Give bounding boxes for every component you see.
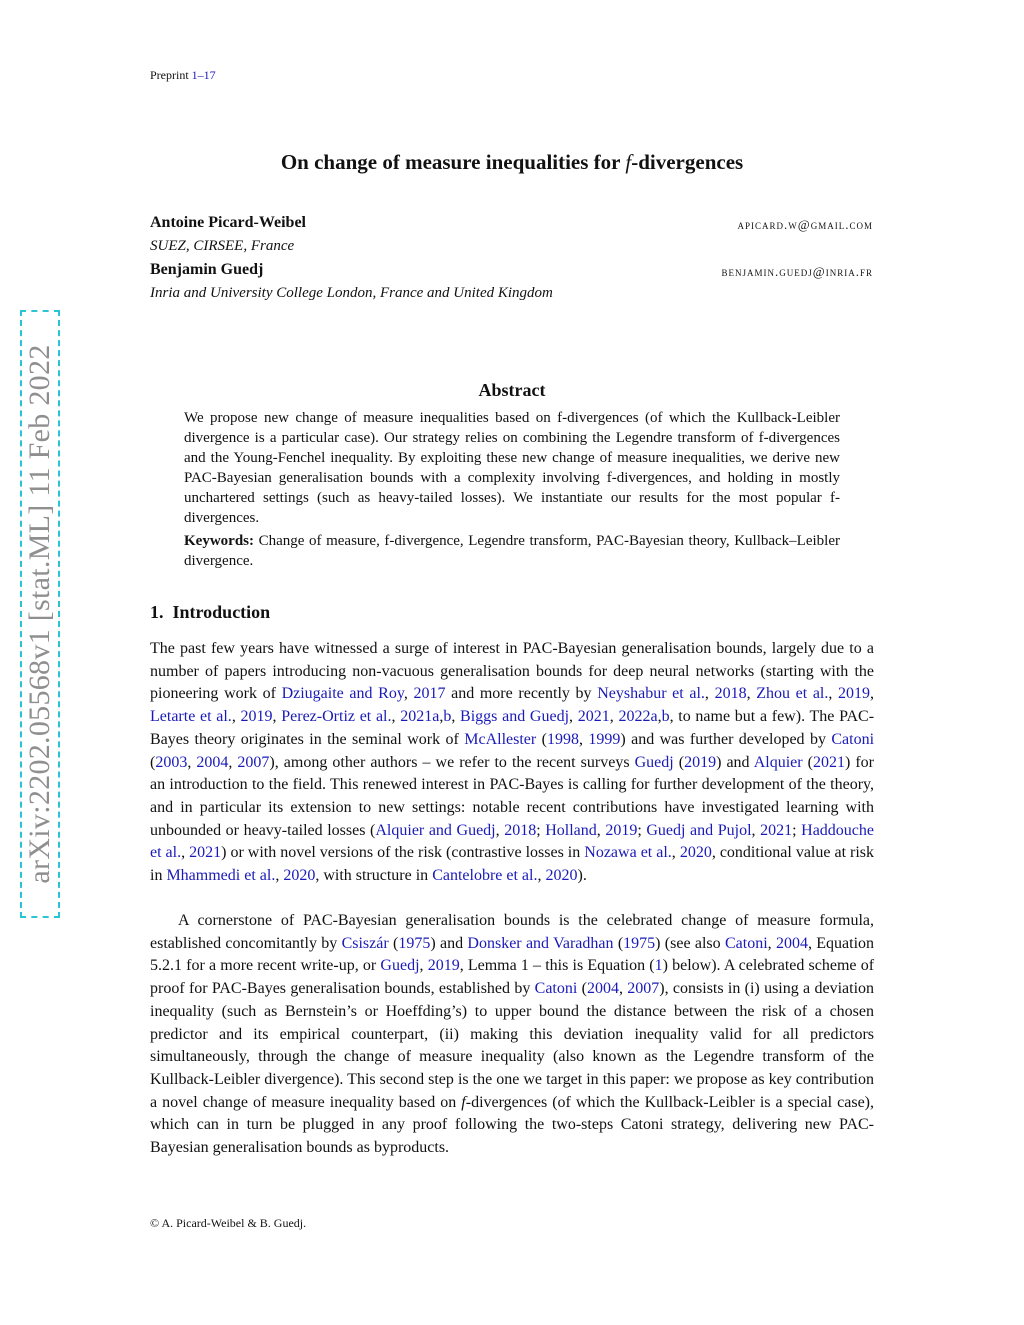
running-header (150, 68, 216, 83)
citation-link[interactable]: Guedj (634, 753, 674, 771)
citation-link[interactable]: 2019 (605, 821, 638, 839)
citation-link[interactable]: b (661, 708, 670, 726)
citation-link[interactable]: 2004 (775, 934, 808, 952)
citation-link[interactable]: 2021 (577, 708, 610, 726)
citation-link[interactable]: Dziugaite and Roy (281, 685, 404, 703)
citation-link[interactable]: 2019 (427, 957, 460, 975)
keywords (184, 531, 840, 571)
citation-link[interactable]: Nozawa et al. (584, 844, 672, 862)
intro-paragraph-2: A cornerstone of PAC-Bayesian generalisation bounds is the celebrated change of measure formula, established concomitantly by Csiszár (1975) and Donsker and Varadhan (1975) (see also Catoni, 2004, Equation 5.2.1 for a more recent write-up, or Guedj, 2019, Lemma 1 – this is Equation (1) below). A celebrated scheme of proof for PAC-Bayes generalisation bounds, established by Catoni (2004, 2007), consists in (i) using a deviation inequality (such as Bernstein’s or Hoeffding’s) to upper bound the distance between the risk of a chosen predictor and its empirical counterpart, (ii) making this deviation inequality valid for all predictors simultaneously, through the change of measure inequality (also known as the Legendre transform of the Kullback-Leibler divergence). This second step is the one we target in this paper: we propose as key contribution a novel change of measure inequality based on f-divergences (of which the Kullback-Leibler is a special case), which can in turn be plugged in any proof following the two-steps Catoni strategy, delivering new PAC-Bayesian generalisation bounds as byproducts. (150, 912, 875, 1157)
author-email-2[interactable]: benjamin.guedj@inria.fr (721, 264, 873, 279)
keywords-label: Keywords: (184, 533, 254, 549)
citation-link[interactable]: Alquier (753, 753, 803, 771)
copyright-footer: © A. Picard-Weibel & B. Guedj. (150, 1216, 307, 1230)
citation-link[interactable]: Donsker and Varadhan (467, 934, 614, 952)
citation-link[interactable]: 1975 (623, 934, 656, 952)
page-range-link[interactable]: 1–17 (191, 68, 216, 82)
citation-link[interactable]: 1998 (546, 730, 579, 748)
preprint-label: Preprint (150, 68, 189, 82)
citation-link[interactable]: 2004 (586, 980, 619, 998)
citation-link[interactable]: Perez-Ortiz et al. (281, 708, 392, 726)
citation-link[interactable]: Haddouche et al. (150, 821, 874, 862)
citation-link[interactable]: Holland (545, 821, 597, 839)
author-affiliation-2: Inria and University College London, France and United Kingdom (150, 285, 553, 301)
citation-link[interactable]: 2007 (237, 753, 270, 771)
arxiv-sidebar[interactable] (20, 310, 60, 918)
author-affiliation-1: SUEZ, CIRSEE, France (150, 238, 295, 254)
citation-link[interactable]: Guedj (380, 957, 420, 975)
citation-link[interactable]: Catoni (831, 730, 875, 748)
author-name-2: Benjamin Guedj (150, 261, 264, 278)
citation-link[interactable]: 1999 (588, 730, 621, 748)
paper-title: On change of measure inequalities for f-divergences (280, 150, 744, 174)
abstract-heading: Abstract (478, 380, 546, 400)
citation-link[interactable]: 2020 (679, 844, 712, 862)
citation-link[interactable]: 2021 (189, 844, 222, 862)
citation-link[interactable]: Letarte et al. (150, 708, 232, 726)
equation-link[interactable]: 1 (654, 957, 663, 975)
citation-link[interactable]: Catoni (534, 980, 578, 998)
citation-link[interactable]: 2007 (627, 980, 660, 998)
intro-paragraph-1: The past few years have witnessed a surge of interest in PAC-Bayesian generalisation bounds, largely due to a number of papers introducing non-vacuous generalisation bounds for deep neural networks (starting with the pioneering work of Dziugaite and Roy, 2017 and more recently by Neyshabur et al., 2018, Zhou et al., 2019, Letarte et al., 2019, Perez-Ortiz et al., 2021a,b, Biggs and Guedj, 2021, 2022a,b, to name but a few). The PAC-Bayes theory originates in the seminal work of McAllester (1998, 1999) and was further developed by Catoni (2003, 2004, 2007), among other authors – we refer to the recent surveys Guedj (2019) and Alquier (2021) for an introduction to the field. This renewed interest in PAC-Bayes is calling for further development of the theory, and in particular its extension to new settings: notable recent contributions have investigated learning with unbounded or heavy-tailed losses (Alquier and Guedj, 2018; Holland, 2019; Guedj and Pujol, 2021; Haddouche et al., 2021) or with novel versions of the risk (contrastive losses in Nozawa et al., 2020, conditional value at risk in Mhammedi et al., 2020, with structure in Cantelobre et al., 2020). (150, 640, 875, 885)
citation-link[interactable]: Alquier and Guedj (375, 821, 496, 839)
citation-link[interactable]: 2019 (240, 708, 273, 726)
citation-link[interactable]: b (443, 708, 452, 726)
citation-link[interactable]: Biggs and Guedj (460, 708, 570, 726)
author-name-1: Antoine Picard-Weibel (150, 214, 306, 231)
citation-link[interactable]: 2021 (812, 753, 845, 771)
citation-link[interactable]: 2017 (413, 685, 446, 703)
citation-link[interactable]: McAllester (464, 730, 537, 748)
citation-link[interactable]: 2021 (760, 821, 793, 839)
citation-link[interactable]: 2022a (618, 708, 658, 726)
citation-link[interactable]: Neyshabur et al. (597, 685, 705, 703)
citation-link[interactable]: 1975 (398, 934, 431, 952)
citation-link[interactable]: 2020 (283, 867, 316, 885)
citation-link[interactable]: 2020 (545, 867, 578, 885)
citation-link[interactable]: 2004 (196, 753, 229, 771)
arxiv-identifier[interactable]: arXiv:2202.05568v1 [stat.ML] 11 Feb 2022 (23, 344, 56, 884)
citation-link[interactable]: 2019 (684, 753, 717, 771)
citation-link[interactable]: Cantelobre et al. (432, 867, 538, 885)
section-heading: 1. Introduction (150, 602, 271, 622)
citation-link[interactable]: 2018 (504, 821, 537, 839)
keywords-list: Change of measure, f-divergence, Legendre transform, PAC-Bayesian theory, Kullback–Leibler divergence. (184, 533, 840, 569)
citation-link[interactable]: Mhammedi et al. (166, 867, 276, 885)
citation-link[interactable]: 2021a (400, 708, 440, 726)
citation-link[interactable]: 2003 (155, 753, 188, 771)
citation-link[interactable]: Zhou et al. (756, 685, 829, 703)
abstract-text: We propose new change of measure inequalities based on f-divergences (of which the Kullback-Leibler divergence is a particular case). Our strategy relies on combining the Legendre transform of f-divergences and the Young-Fenchel inequality. By exploiting these new change of measure inequalities, we derive new PAC-Bayesian generalisation bounds with a complexity involving f-divergences, and holding in mostly unchartered settings (such as heavy-tailed losses). We instantiate our results for the most popular f-divergences. (184, 410, 840, 526)
f-symbol: f (461, 1093, 466, 1111)
citation-link[interactable]: 2019 (838, 685, 871, 703)
citation-link[interactable]: Guedj and Pujol (646, 821, 752, 839)
citation-link[interactable]: 2018 (714, 685, 747, 703)
author-email-1[interactable]: apicard.w@gmail.com (737, 217, 873, 232)
f-symbol: f (625, 150, 632, 174)
citation-link[interactable]: Csiszár (341, 934, 389, 952)
citation-link[interactable]: Catoni (724, 934, 768, 952)
